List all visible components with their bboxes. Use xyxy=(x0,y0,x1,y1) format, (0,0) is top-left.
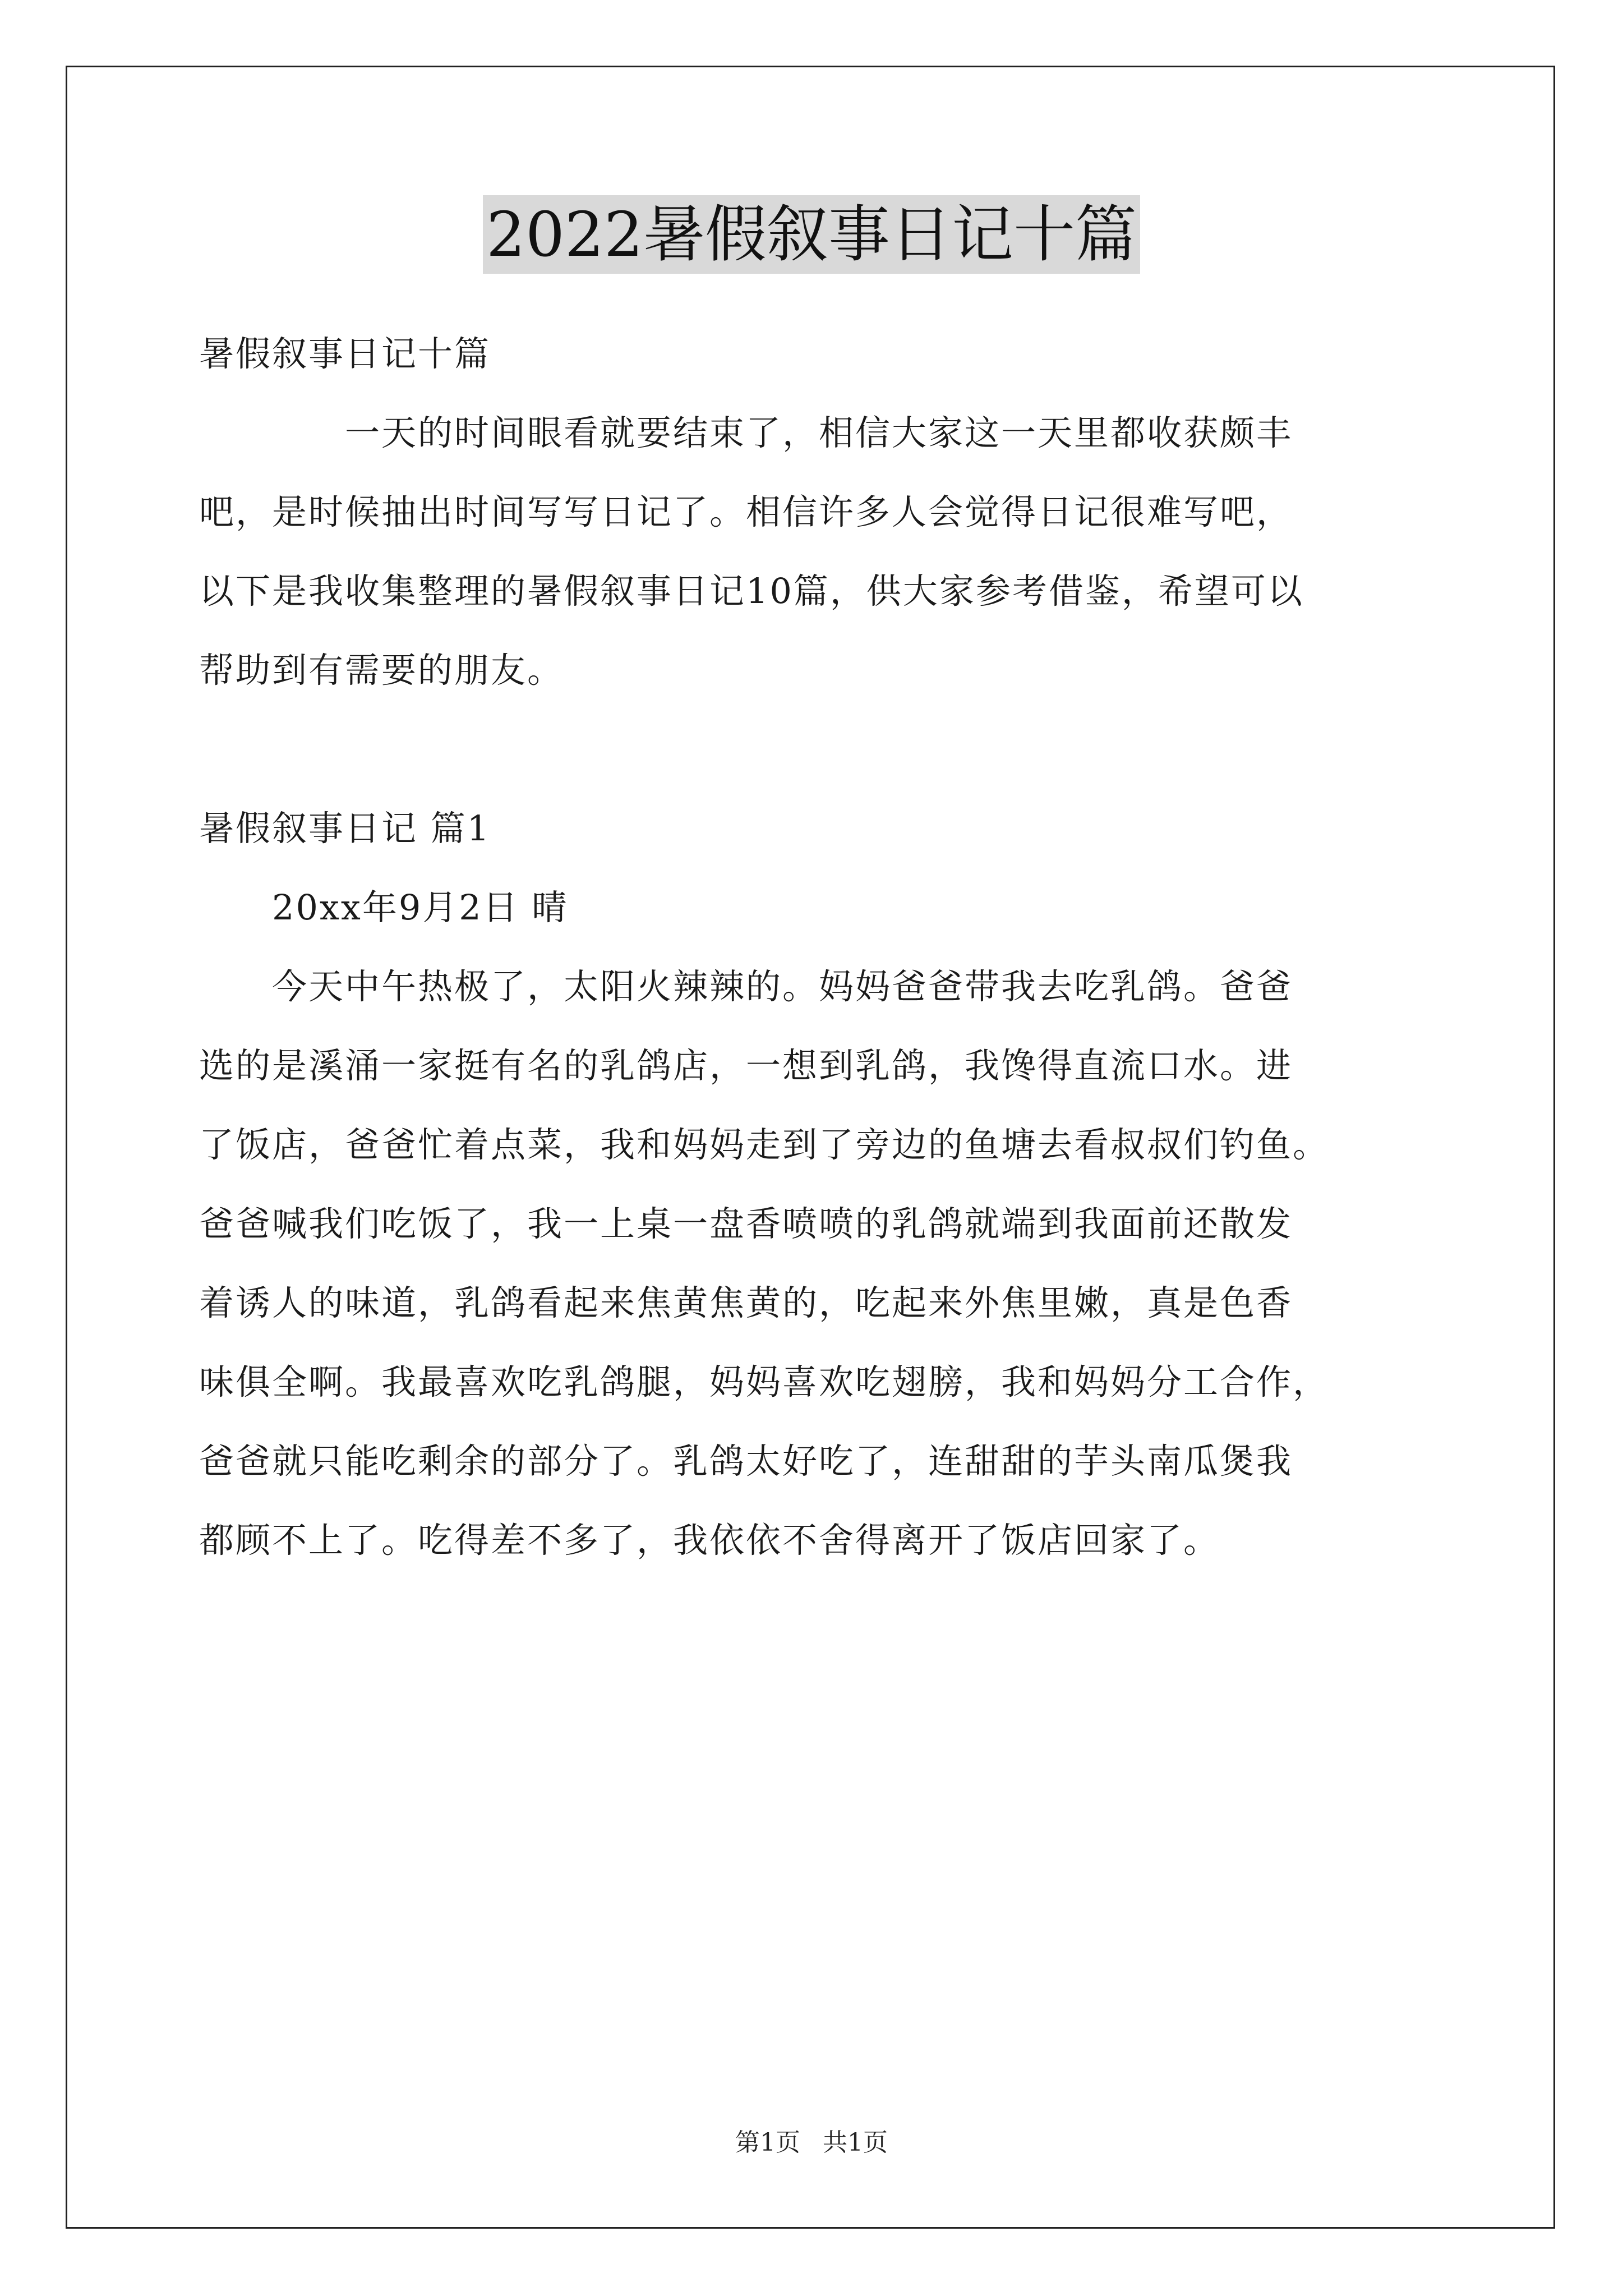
page-total: 共1页 xyxy=(823,2128,888,2157)
document-title: 2022暑假叙事日记十篇 xyxy=(483,195,1140,274)
document-body xyxy=(199,314,1430,1580)
page-footer xyxy=(0,2126,1623,2160)
page-number: 第1页 xyxy=(735,2128,800,2157)
section-heading: 暑假叙事日记 篇1 xyxy=(199,808,491,849)
body-line: 爸爸就只能吃剩余的部分了。乳鸽太好吃了，连甜甜的芋头南瓜煲我 xyxy=(199,1441,1293,1481)
body-line: 今天中午热极了，太阳火辣辣的。妈妈爸爸带我去吃乳鸽。爸爸 xyxy=(199,966,1293,1007)
intro-line: 吧，是时候抽出时间写写日记了。相信许多人会觉得日记很难写吧， xyxy=(199,491,1293,532)
body-line: 着诱人的味道，乳鸽看起来焦黄焦黄的，吃起来外焦里嫩，真是色香 xyxy=(199,1282,1293,1323)
subtitle: 暑假叙事日记十篇 xyxy=(199,333,491,374)
body-line: 了饭店，爸爸忙着点菜，我和妈妈走到了旁边的鱼塘去看叔叔们钓鱼。 xyxy=(199,1124,1330,1165)
intro-line: 以下是我收集整理的暑假叙事日记10篇，供大家参考借鉴，希望可以 xyxy=(199,570,1304,611)
body-line: 都顾不上了。吃得差不多了，我依依不舍得离开了饭店回家了。 xyxy=(199,1520,1220,1561)
body-line: 味俱全啊。我最喜欢吃乳鸽腿，妈妈喜欢吃翅膀，我和妈妈分工合作， xyxy=(199,1361,1330,1402)
date-line: 20xx年9月2日 晴 xyxy=(199,887,569,928)
title-container xyxy=(0,195,1623,274)
paragraph-gap xyxy=(199,710,1430,789)
intro-line: 帮助到有需要的朋友。 xyxy=(199,650,564,691)
body-line: 选的是溪涌一家挺有名的乳鸽店，一想到乳鸽，我馋得直流口水。进 xyxy=(199,1045,1293,1086)
body-line: 爸爸喊我们吃饭了，我一上桌一盘香喷喷的乳鸽就端到我面前还散发 xyxy=(199,1203,1293,1244)
intro-line: 一天的时间眼看就要结束了，相信大家这一天里都收获颇丰 xyxy=(199,412,1293,453)
